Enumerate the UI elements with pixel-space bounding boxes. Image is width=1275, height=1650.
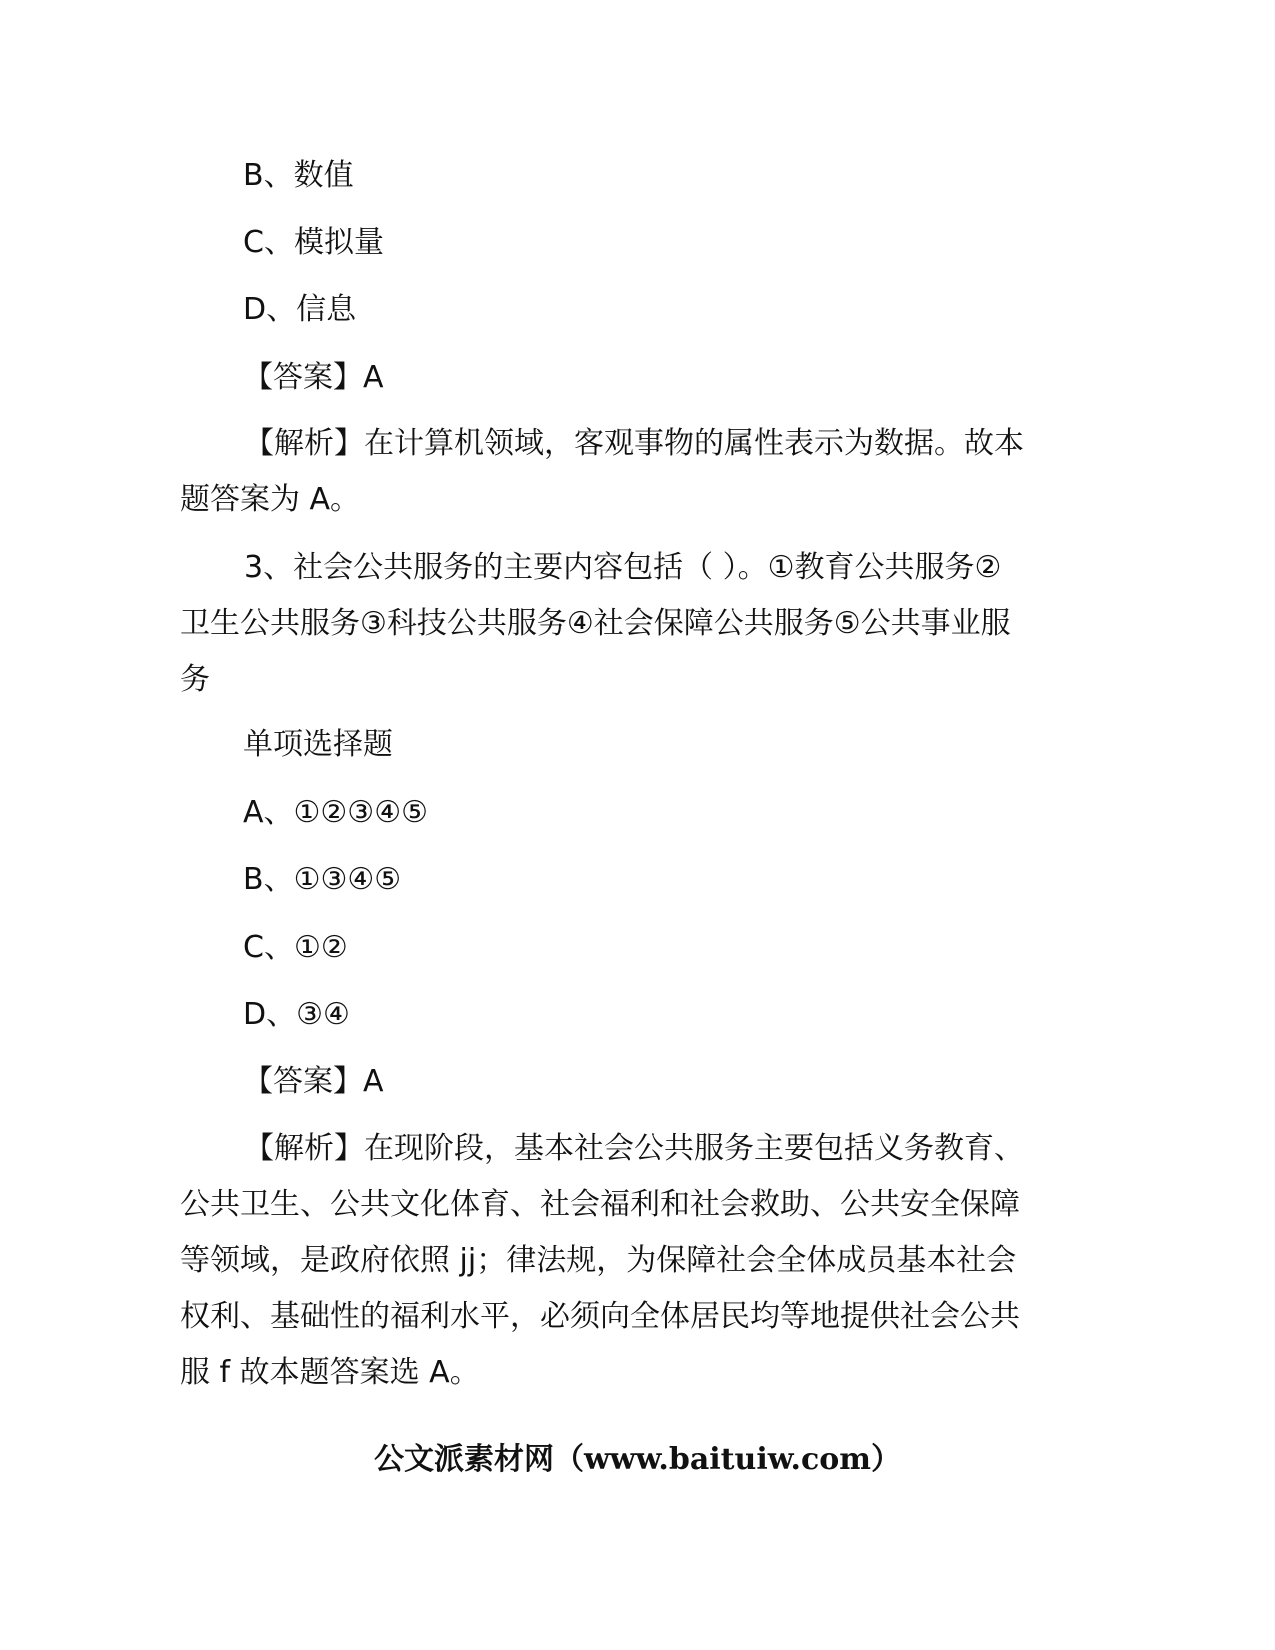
q2-analysis: 【解析】在计算机领域，客观事物的属性表示为数据。故本题答案为 A。 xyxy=(180,426,1024,517)
q3-option-b: B、①③④⑤ xyxy=(243,862,402,897)
q3-answer: 【答案】A xyxy=(243,1064,384,1099)
q3-analysis: 【解析】在现阶段，基本社会公共服务主要包括义务教育、公共卫生、公共文化体育、社会福利和社会救助、公共安全保障等领域，是政府依照 jj；律法规，为保障社会全体成员基本社会权利、基础性的福利水平，必须向全体居民均等地提供社会公共服 f 故本题答案选 A。 xyxy=(180,1131,1024,1390)
q3-option-a: A、①②③④⑤ xyxy=(243,795,428,830)
q2-option-d: D、信息 xyxy=(243,292,357,327)
q3-option-c: C、①② xyxy=(243,930,348,965)
q3-question: 3、社会公共服务的主要内容包括（ ）。①教育公共服务②卫生公共服务③科技公共服务④社会保障公共服务⑤公共事业服务 xyxy=(180,550,1011,697)
q3-option-d: D、③④ xyxy=(243,997,350,1032)
q2-option-b: B、数值 xyxy=(243,158,354,193)
q3-question-type: 单项选择题 xyxy=(243,727,393,762)
q2-option-c: C、模拟量 xyxy=(243,225,384,260)
footer-source: 公文派素材网（www.baituiw.com） xyxy=(373,1442,902,1477)
q2-answer: 【答案】A xyxy=(243,360,384,395)
